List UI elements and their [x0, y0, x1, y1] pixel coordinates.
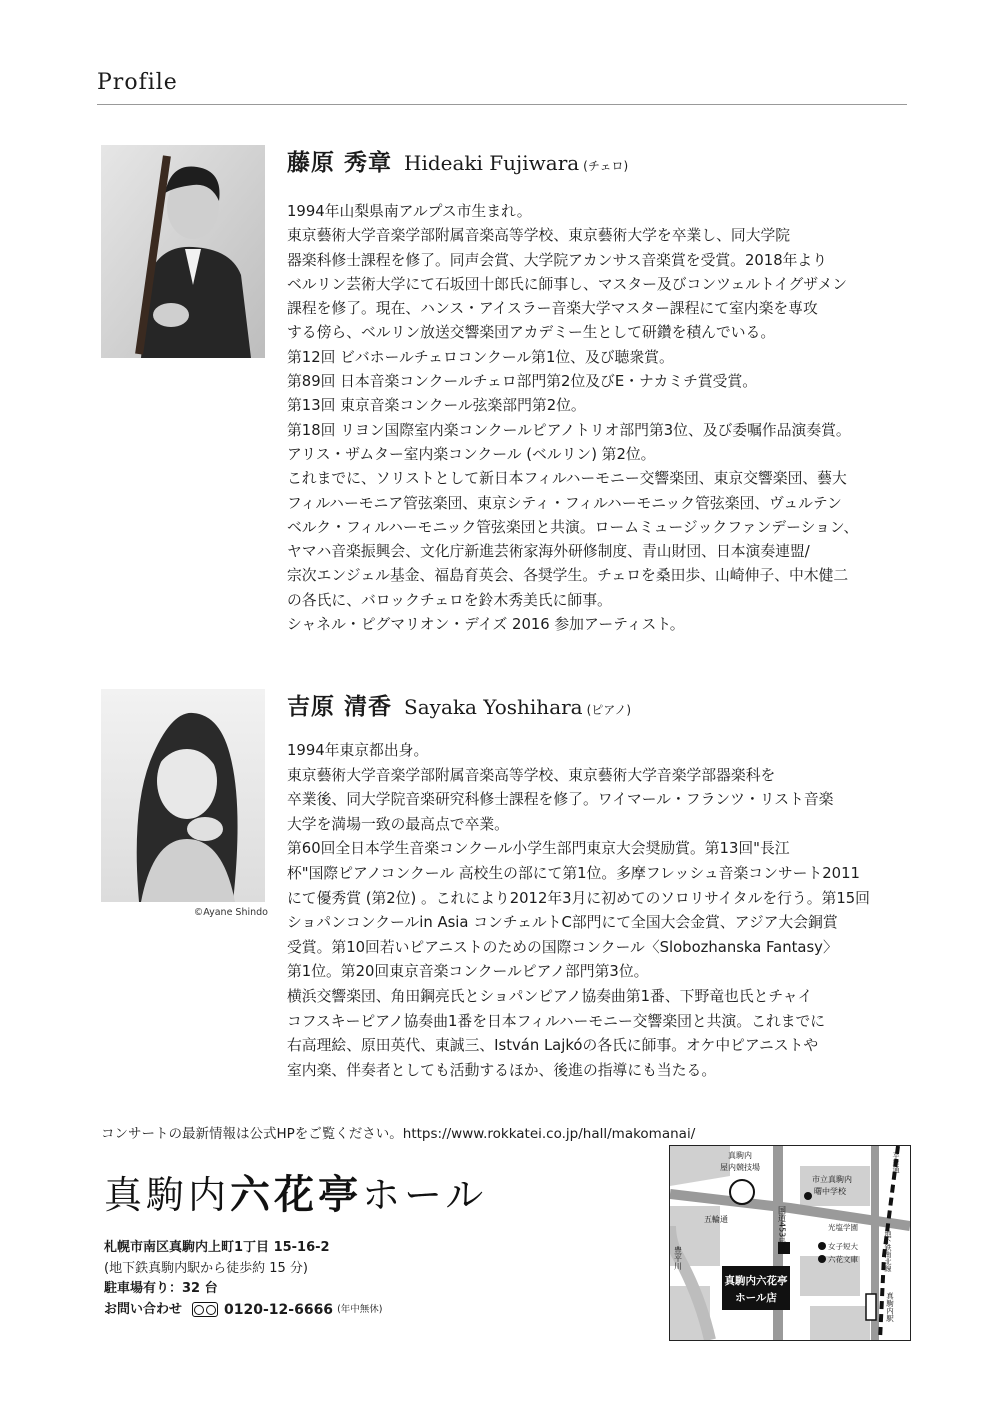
website-notice: コンサートの最新情報は公式HPをご覧ください。https://www.rokkatei.co.jp/hall/makomanai/	[101, 1126, 696, 1142]
bio-line: 第18回 リヨン国際室内楽コンクールピアノトリオ部門第3位、及び委嘱作品演奏賞。	[287, 421, 851, 439]
bio-line: ヤマハ音楽振興会、文化庁新進芸術家海外研修制度、青山財団、日本演奏連盟/	[287, 543, 810, 561]
map-label: 屋内競技場	[720, 1163, 760, 1172]
map-hall-label-1: 真駒内六花亭	[724, 1275, 788, 1287]
name-japanese: 吉原 清香	[287, 694, 393, 720]
bio-line: 1994年東京都出身。	[287, 742, 429, 759]
bio-line: にて優秀賞 (第2位) 。これにより2012年3月に初めてのソロリサイタルを行う。第15回	[287, 889, 870, 907]
hall-address-block	[104, 1238, 382, 1320]
bio-line: 室内楽、伴奏者としても活動するほか、後進の指導にも当たる。	[287, 1061, 717, 1079]
hall-name-part: ホール	[362, 1173, 488, 1217]
bio-line: 右高理絵、原田英代、東誠三、István Lajkóの各氏に師事。オケ中ピアニストや	[287, 1037, 819, 1055]
map-label: 六花文庫	[828, 1255, 858, 1264]
map-label: 五輪通	[704, 1215, 728, 1224]
bio-line: シャネル・ピグマリオン・デイズ 2016 参加アーティスト。	[287, 616, 685, 634]
profile-hideaki-fujiwara	[287, 144, 912, 637]
parking-info: 駐車場有り：32 台	[104, 1281, 218, 1296]
biography	[287, 739, 912, 1083]
bio-line: する傍ら、ベルリン放送交響楽団アカデミー生として研鑽を積んでいる。	[287, 324, 776, 342]
bio-line: ベルリン芸術大学にて石坂団十郎氏に師事し、マスター及びコンツェルトイグザメン	[287, 275, 848, 293]
name-english: Sayaka Yoshihara	[404, 695, 583, 719]
heading-divider	[97, 104, 907, 105]
contact-label: お問い合わせ	[104, 1301, 183, 1317]
phone-note: (年中無休)	[337, 1303, 383, 1315]
bio-line: の各氏に、バロックチェロを鈴木秀美氏に師事。	[287, 591, 612, 609]
bio-line: 受賞。第10回若いピアニストのための国際コンクール〈Slobozhanska Fantasy〉	[287, 938, 838, 956]
bio-line: 東京藝術大学音楽学部附属音楽高等学校、東京藝術大学を卒業し、同大学院	[287, 227, 791, 245]
access-map	[669, 1145, 911, 1341]
bio-line: 大学を満場一致の最高点で卒業。	[287, 815, 509, 833]
map-hall-label-2: ホール店	[735, 1292, 777, 1304]
map-label: 真駒内	[728, 1151, 752, 1160]
map-label: 国道453号線	[777, 1206, 787, 1254]
map-label: 真駒内駅	[885, 1292, 895, 1322]
instrument-label: (ピアノ)	[586, 703, 632, 717]
map-label: 市立真駒内	[812, 1175, 852, 1184]
map-label: 曙中学校	[814, 1187, 846, 1196]
hall-name-part: 六花亭	[230, 1171, 363, 1218]
bio-line: フィルハーモニア管弦楽団、東京シティ・フィルハーモニック管弦楽団、ヴュルテン	[287, 494, 842, 512]
bio-line: 1994年山梨県南アルプス市生まれ。	[287, 203, 532, 220]
hall-name-part: 真駒内	[104, 1173, 231, 1217]
biography	[287, 200, 912, 637]
name-japanese: 藤原 秀章	[287, 150, 393, 176]
bio-line: アリス・ザムター室内楽コンクール (ベルリン) 第2位。	[287, 445, 656, 463]
bio-line: 横浜交響楽団、角田鋼亮氏とショパンピアノ協奏曲第1番、下野竜也氏とチャイ	[287, 987, 813, 1005]
map-label: 平岸通	[892, 1152, 900, 1173]
address: 札幌市南区真駒内上町1丁目 15-16-2	[104, 1240, 330, 1255]
cellist-photo	[101, 145, 265, 358]
bio-line: 東京藝術大学音楽学部附属音楽高等学校、東京藝術大学音楽学部器楽科を	[287, 766, 776, 784]
map-label: 地下鉄南北線	[884, 1230, 892, 1272]
bio-line: ショパンコンクールin Asia コンチェルトC部門にて全国大会金賞、アジア大会銅賞	[287, 914, 838, 932]
bio-line: 第60回全日本学生音楽コンクール小学生部門東京大会奨励賞。第13回"長江	[287, 840, 790, 858]
map-label: 豊平川	[673, 1246, 683, 1270]
bio-line: 杯"国際ピアノコンクール 高校生の部にて第1位。多摩フレッシュ音楽コンサート2011	[287, 864, 860, 882]
hall-logo	[104, 1163, 487, 1220]
bio-line: これまでに、ソリストとして新日本フィルハーモニー交響楽団、東京交響楽団、藝大	[287, 470, 847, 488]
bio-line: 第13回 東京音楽コンクール弦楽部門第2位。	[287, 397, 586, 415]
person-name-line	[287, 144, 912, 180]
instrument-label: (チェロ)	[583, 159, 629, 173]
bio-line: 課程を修了。現在、ハンス・アイスラー音楽大学マスター課程にて室内楽を専攻	[287, 300, 818, 318]
map-label: 光塩学園	[828, 1223, 858, 1232]
page-title: Profile	[97, 70, 178, 95]
bio-line: 宗次エンジェル基金、福島育英会、各奨学生。チェロを桑田歩、山崎伸子、中木健二	[287, 567, 849, 585]
freedial-icon	[192, 1302, 218, 1317]
bio-line: ベルク・フィルハーモニック管弦楽団と共演。ロームミュージックファンデーション、	[287, 518, 859, 536]
access-note: (地下鉄真駒内駅から徒歩約 15 分)	[104, 1260, 308, 1276]
bio-line: 第12回 ビバホールチェロコンクール第1位、及び聴衆賞。	[287, 348, 674, 366]
bio-line: 第89回 日本音楽コンクールチェロ部門第2位及びE・ナカミチ賞受賞。	[287, 373, 758, 391]
bio-line: コフスキーピアノ協奏曲1番を日本フィルハーモニー交響楽団と共演。これまでに	[287, 1012, 826, 1030]
pianist-photo	[101, 689, 265, 902]
profile-sayaka-yoshihara	[287, 688, 912, 1083]
bio-line: 第1位。第20回東京音楽コンクールピアノ部門第3位。	[287, 963, 649, 981]
person-name-line	[287, 688, 912, 724]
name-english: Hideaki Fujiwara	[404, 151, 580, 175]
photo-credit: ©Ayane Shindo	[193, 907, 268, 918]
phone-number: 0120-12-6666	[224, 1301, 334, 1318]
map-label: 女子短大	[828, 1242, 858, 1251]
bio-line: 器楽科修士課程を修了。同声会賞、大学院アカンサス音楽賞を受賞。2018年より	[287, 251, 828, 269]
bio-line: 卒業後、同大学院音楽研究科修士課程を修了。ワイマール・フランツ・リスト音楽	[287, 791, 834, 809]
contact-line	[104, 1300, 382, 1321]
